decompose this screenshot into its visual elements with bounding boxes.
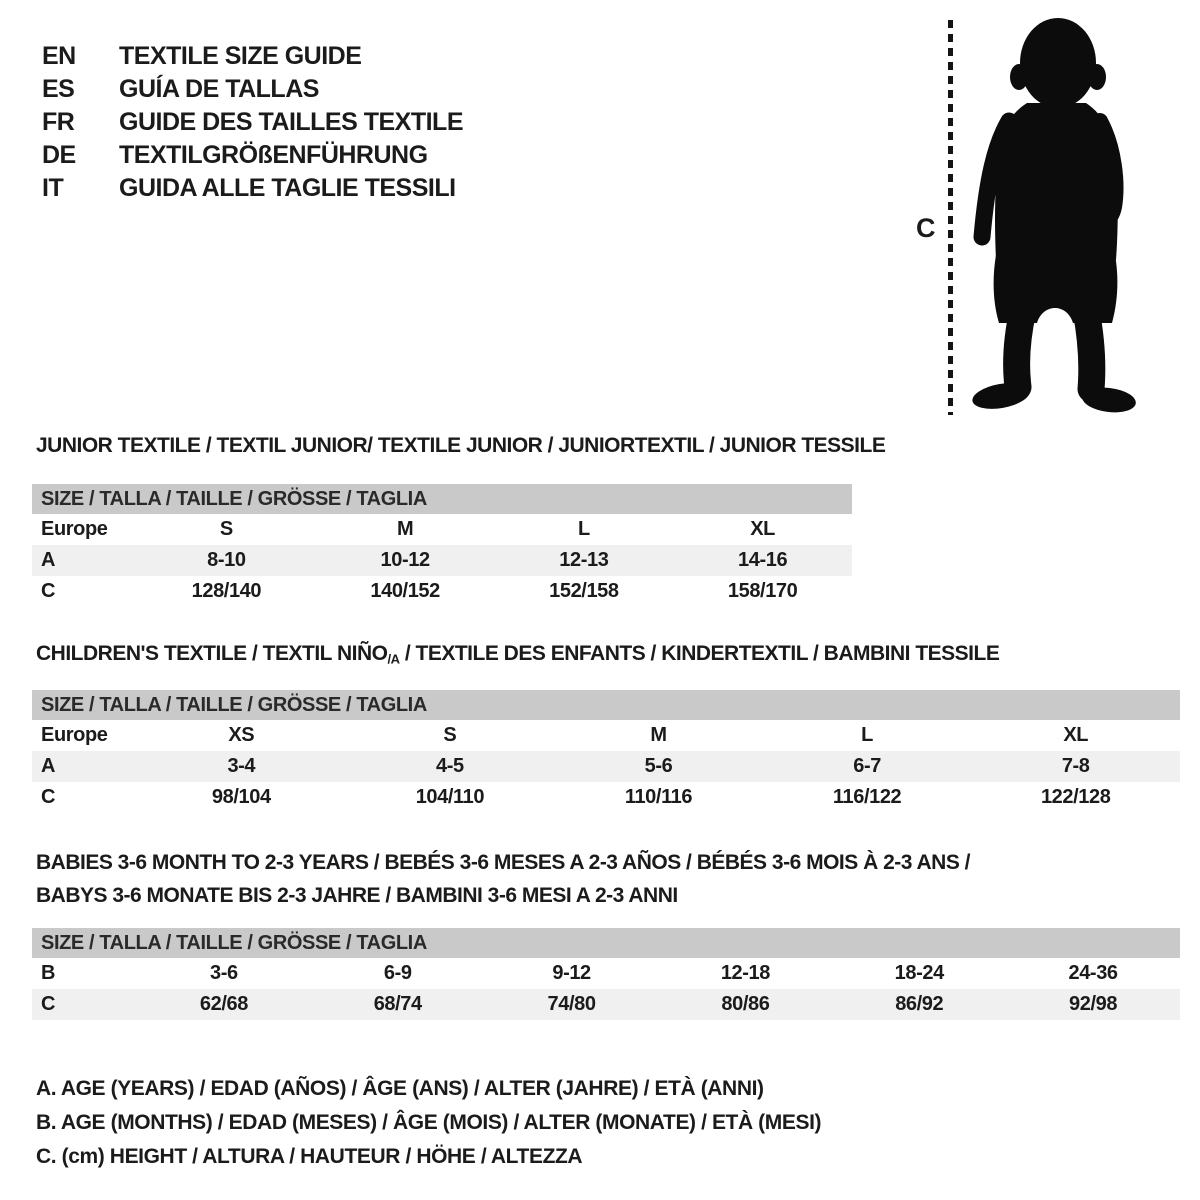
value-cell: 9-12 <box>552 962 591 984</box>
language-title: GUIDE DES TAILLES TEXTILE <box>119 108 464 136</box>
value-cell: 68/74 <box>373 993 422 1015</box>
legend-line-c: C. (cm) HEIGHT / ALTURA / HAUTEUR / HÖHE / ALTEZZA <box>36 1145 583 1168</box>
value-cell: 74/80 <box>547 993 596 1015</box>
language-code: DE <box>42 141 76 169</box>
children-title-text: CHILDREN'S TEXTILE / TEXTIL NIÑO <box>36 642 388 665</box>
value-cell: 122/128 <box>1040 786 1111 808</box>
value-cell: 10-12 <box>380 549 430 571</box>
footnote-legend <box>36 1072 821 1174</box>
value-cell: 110/116 <box>624 786 693 808</box>
language-header <box>42 40 463 205</box>
language-title: TEXTILGRÖßENFÜHRUNG <box>119 141 428 169</box>
value-cell: 158/170 <box>727 580 798 602</box>
language-row-it <box>42 172 463 205</box>
size-cell: L <box>577 518 590 540</box>
value-cell: 86/92 <box>895 993 944 1015</box>
children-title-subscript: /A <box>387 651 400 667</box>
row-label: C <box>41 786 56 808</box>
language-title: GUÍA DE TALLAS <box>119 75 319 103</box>
row-label: A <box>41 755 56 777</box>
value-cell: 7-8 <box>1061 755 1090 777</box>
junior-section-title: JUNIOR TEXTILE / TEXTIL JUNIOR/ TEXTILE JUNIOR / JUNIORTEXTIL / JUNIOR TESSILE <box>36 434 886 457</box>
value-cell: 4-5 <box>436 755 464 777</box>
value-cell: 80/86 <box>721 993 770 1015</box>
language-code: ES <box>42 75 75 103</box>
value-cell: 140/152 <box>370 580 440 602</box>
height-measure-label: C <box>916 213 936 243</box>
toddler-silhouette-icon <box>967 15 1142 415</box>
row-label: B <box>41 962 56 984</box>
language-row-es <box>42 73 463 106</box>
value-cell: 18-24 <box>894 962 944 984</box>
value-cell: 92/98 <box>1069 993 1118 1015</box>
value-cell: 5-6 <box>644 755 673 777</box>
value-cell: 98/104 <box>211 786 271 808</box>
size-cell: S <box>443 724 457 746</box>
value-cell: 116/122 <box>832 786 902 808</box>
legend-line-a: A. AGE (YEARS) / EDAD (AÑOS) / ÂGE (ANS) / ALTER (JAHRE) / ETÀ (ANNI) <box>36 1077 764 1100</box>
table-row-height <box>32 576 852 607</box>
language-code: IT <box>42 174 64 202</box>
language-code: EN <box>42 42 76 70</box>
table-row-age-months <box>32 958 1180 989</box>
value-cell: 128/140 <box>191 580 262 602</box>
size-cell: XL <box>750 518 775 540</box>
babies-title-line1: BABIES 3-6 MONTH TO 2-3 YEARS / BEBÉS 3-6 MESES A 2-3 AÑOS / BÉBÉS 3-6 MOIS À 2-3 ANS / <box>36 851 971 874</box>
table-row-europe <box>32 514 852 545</box>
size-header-bar: SIZE / TALLA / TAILLE / GRÖSSE / TAGLIA <box>32 928 1180 958</box>
junior-size-table <box>32 484 852 607</box>
height-measure-figure <box>905 15 1165 420</box>
size-cell: S <box>219 518 233 540</box>
legend-line-b: B. AGE (MONTHS) / EDAD (MESES) / ÂGE (MOIS) / ALTER (MONATE) / ETÀ (MESI) <box>36 1111 822 1134</box>
language-title: TEXTILE SIZE GUIDE <box>119 42 362 70</box>
table-row-height <box>32 989 1180 1020</box>
table-row-europe <box>32 720 1180 751</box>
size-cell: L <box>861 724 873 746</box>
value-cell: 12-18 <box>720 962 770 984</box>
row-label: Europe <box>41 724 108 746</box>
height-dashed-line <box>948 20 953 415</box>
babies-size-table <box>32 928 1180 1020</box>
size-cell: M <box>396 518 414 540</box>
row-label: C <box>41 993 56 1015</box>
row-label: C <box>41 580 56 602</box>
table-row-age <box>32 751 1180 782</box>
size-cell: XL <box>1063 724 1089 746</box>
table-row-age <box>32 545 852 576</box>
babies-section-title <box>36 846 970 912</box>
size-header-bar: SIZE / TALLA / TAILLE / GRÖSSE / TAGLIA <box>32 690 1180 720</box>
size-header-bar: SIZE / TALLA / TAILLE / GRÖSSE / TAGLIA <box>32 484 852 514</box>
children-size-table <box>32 690 1180 813</box>
value-cell: 12-13 <box>559 549 609 571</box>
babies-title-line2: BABYS 3-6 MONATE BIS 2-3 JAHRE / BAMBINI 3-6 MESI A 2-3 ANNI <box>36 884 678 907</box>
row-label: A <box>41 549 56 571</box>
children-section-title <box>36 642 999 666</box>
language-code: FR <box>42 108 75 136</box>
table-row-height <box>32 782 1180 813</box>
value-cell: 6-9 <box>383 962 412 984</box>
value-cell: 24-36 <box>1068 962 1118 984</box>
value-cell: 6-7 <box>853 755 881 777</box>
children-title-text: / TEXTILE DES ENFANTS / KINDERTEXTIL / BAMBINI TESSILE <box>399 642 1000 665</box>
language-title: GUIDA ALLE TAGLIE TESSILI <box>119 174 456 202</box>
value-cell: 3-4 <box>227 755 256 777</box>
value-cell: 14-16 <box>738 549 788 571</box>
value-cell: 104/110 <box>415 786 485 808</box>
size-cell: XS <box>228 724 255 746</box>
language-row-en <box>42 40 463 73</box>
row-label: Europe <box>41 518 108 540</box>
value-cell: 62/68 <box>199 993 248 1015</box>
value-cell: 3-6 <box>210 962 238 984</box>
value-cell: 152/158 <box>549 580 619 602</box>
value-cell: 8-10 <box>207 549 246 571</box>
language-row-fr <box>42 106 463 139</box>
size-cell: M <box>650 724 667 746</box>
language-row-de <box>42 139 463 172</box>
